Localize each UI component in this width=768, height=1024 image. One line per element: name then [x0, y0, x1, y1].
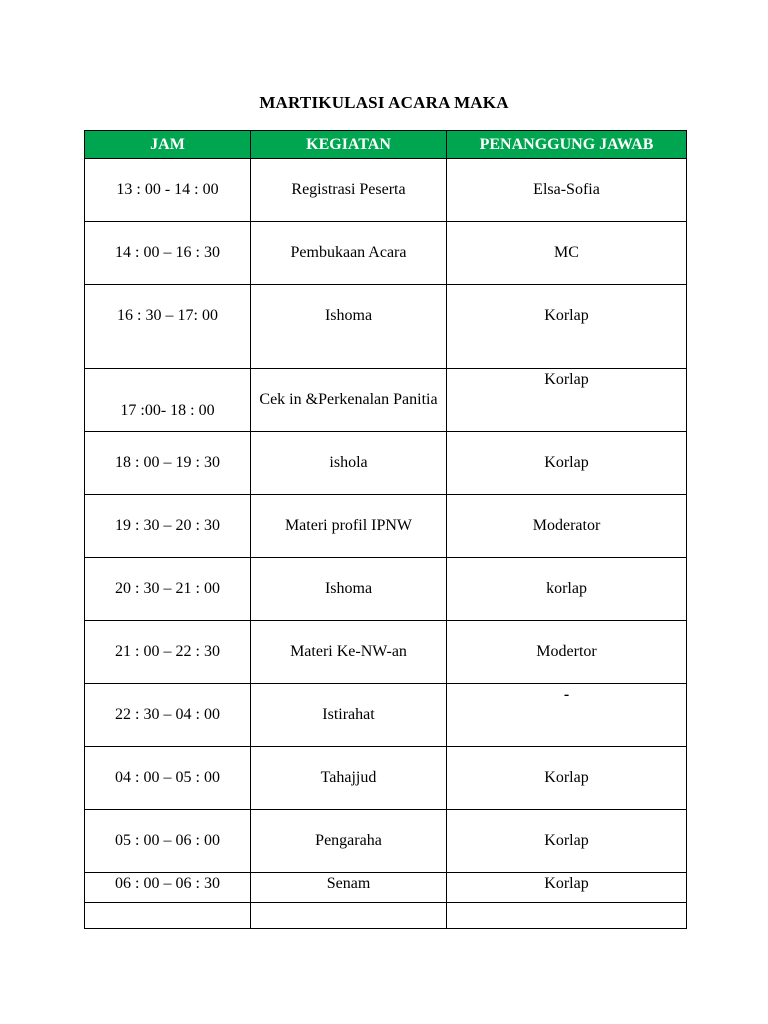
table-row [85, 369, 687, 432]
cell-kegiatan: Materi Ke-NW-an [251, 621, 447, 684]
cell-kegiatan: Istirahat [251, 684, 447, 747]
column-header-penanggung-jawab: PENANGGUNG JAWAB [447, 131, 687, 159]
table-row [85, 432, 687, 495]
table-row [85, 903, 687, 929]
cell-jam [85, 903, 251, 929]
table-row [85, 747, 687, 810]
table-row [85, 159, 687, 222]
document-title: MARTIKULASI ACARA MAKA [259, 93, 509, 112]
schedule-table [84, 130, 687, 929]
cell-penanggung-jawab: Modertor [447, 621, 687, 684]
cell-kegiatan: Ishoma [251, 558, 447, 621]
cell-penanggung-jawab: - [447, 684, 687, 747]
cell-jam: 13 : 00 - 14 : 00 [85, 159, 251, 222]
table-row [85, 621, 687, 684]
table-row [85, 558, 687, 621]
cell-kegiatan: Ishoma [251, 285, 447, 369]
cell-penanggung-jawab: Elsa-Sofia [447, 159, 687, 222]
cell-kegiatan: Senam [251, 873, 447, 903]
cell-jam: 04 : 00 – 05 : 00 [85, 747, 251, 810]
cell-penanggung-jawab: Korlap [447, 873, 687, 903]
cell-penanggung-jawab: korlap [447, 558, 687, 621]
table-row [85, 684, 687, 747]
cell-jam: 06 : 00 – 06 : 30 [85, 873, 251, 903]
cell-penanggung-jawab: MC [447, 222, 687, 285]
cell-kegiatan: Tahajjud [251, 747, 447, 810]
cell-kegiatan: Registrasi Peserta [251, 159, 447, 222]
cell-jam: 18 : 00 – 19 : 30 [85, 432, 251, 495]
cell-penanggung-jawab: Korlap [447, 285, 687, 369]
cell-penanggung-jawab: Korlap [447, 432, 687, 495]
column-header-jam: JAM [85, 131, 251, 159]
cell-penanggung-jawab: Korlap [447, 810, 687, 873]
cell-kegiatan: ishola [251, 432, 447, 495]
table-row [85, 222, 687, 285]
cell-jam: 19 : 30 – 20 : 30 [85, 495, 251, 558]
cell-jam: 14 : 00 – 16 : 30 [85, 222, 251, 285]
cell-jam: 22 : 30 – 04 : 00 [85, 684, 251, 747]
cell-kegiatan [251, 903, 447, 929]
cell-jam: 16 : 30 – 17: 00 [85, 285, 251, 369]
cell-jam: 20 : 30 – 21 : 00 [85, 558, 251, 621]
cell-kegiatan: Pembukaan Acara [251, 222, 447, 285]
table-row [85, 810, 687, 873]
cell-penanggung-jawab: Korlap [447, 369, 687, 432]
table-row [85, 873, 687, 903]
cell-penanggung-jawab [447, 903, 687, 929]
cell-kegiatan: Pengaraha [251, 810, 447, 873]
cell-penanggung-jawab: Korlap [447, 747, 687, 810]
cell-penanggung-jawab: Moderator [447, 495, 687, 558]
cell-kegiatan: Materi profil IPNW [251, 495, 447, 558]
cell-kegiatan: Cek in &Perkenalan Panitia [251, 369, 447, 432]
table-row [85, 285, 687, 369]
cell-jam: 21 : 00 – 22 : 30 [85, 621, 251, 684]
column-header-kegiatan: KEGIATAN [251, 131, 447, 159]
table-header-row [85, 131, 687, 159]
table-row [85, 495, 687, 558]
cell-jam: 05 : 00 – 06 : 00 [85, 810, 251, 873]
cell-jam: 17 :00- 18 : 00 [85, 369, 251, 432]
